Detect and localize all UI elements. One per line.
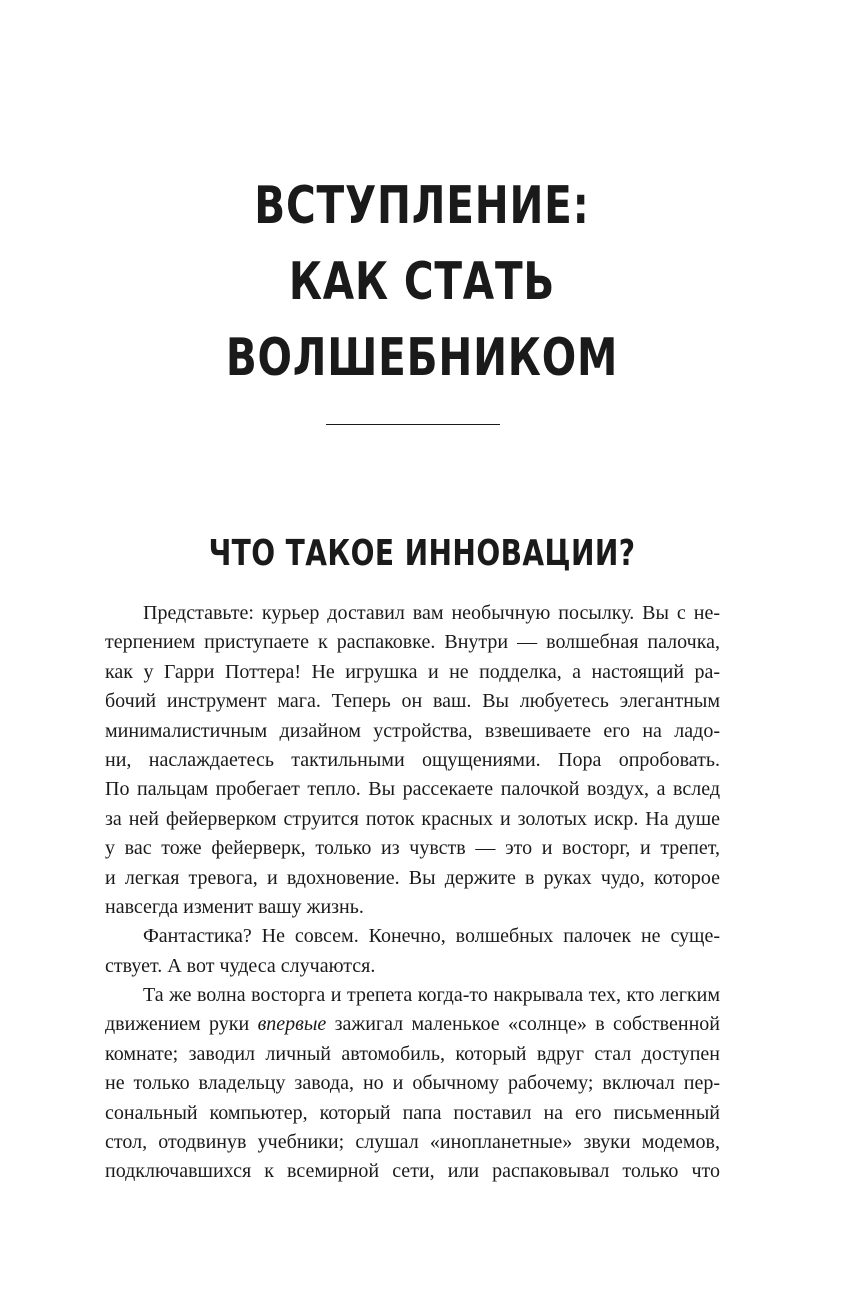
text-line: По пальцам пробегает тепло. Вы рассекаете палочкой воздух, а вслед xyxy=(105,778,720,801)
text-line: комнате; заводил личный автомобиль, который вдруг стал доступен xyxy=(105,1042,720,1065)
text-segment: зажигал маленькое «солнце» в собственной xyxy=(326,1013,720,1036)
chapter-title-line: КАК СТАТЬ xyxy=(288,252,556,312)
paragraph-1 xyxy=(105,599,720,922)
text-line: у вас тоже фейерверк, только из чувств — это и восторг, и трепет, xyxy=(105,837,720,860)
text-line: Та же волна восторга и трепета когда-то накрывала тех, кто легким xyxy=(143,984,720,1007)
body-text xyxy=(105,599,720,1187)
text-line: Представьте: курьер доставил вам необычную посылку. Вы с не- xyxy=(143,602,720,624)
text-line: стол, отодвинув учебники; слушал «инопланетные» звуки модемов, xyxy=(105,1131,720,1154)
text-line: за ней фейерверком струится поток красных и золотых искр. На душе xyxy=(105,807,720,830)
text-line: не только владельцу завода, но и обычному рабочему; включал пер- xyxy=(105,1072,720,1095)
chapter-title-line: ВСТУПЛЕНИЕ: xyxy=(254,176,590,236)
chapter-title xyxy=(93,168,751,396)
chapter-title-line: ВОЛШЕБНИКОМ xyxy=(225,328,619,388)
text-line: минималистичным дизайном устройства, взвешиваете его на ладо- xyxy=(105,719,720,742)
text-line: подключавшихся к всемирной сети, или распаковывал только что xyxy=(105,1160,720,1183)
text-line: ни, наслаждаетесь тактильными ощущениями. Пора опробовать. xyxy=(105,748,720,771)
text-line: навсегда изменит вашу жизнь. xyxy=(105,895,364,918)
text-line: и легкая тревога, и вдохновение. Вы держите в руках чудо, которое xyxy=(105,866,720,889)
emphasized-word: впервые xyxy=(257,1013,327,1036)
paragraph-2 xyxy=(105,922,720,981)
title-divider xyxy=(326,424,500,425)
section-title: ЧТО ТАКОЕ ИННОВАЦИИ? xyxy=(208,533,636,574)
text-line: бочий инструмент мага. Теперь он ваш. Вы любуетесь элегантным xyxy=(105,690,720,713)
text-line: Фантастика? Не совсем. Конечно, волшебных палочек не суще- xyxy=(143,925,720,948)
paragraph-3 xyxy=(105,981,720,1187)
text-segment: движением руки xyxy=(105,1013,258,1036)
text-line-with-emphasis xyxy=(105,1010,720,1039)
text-line: как у Гарри Поттера! Не игрушка и не подделка, а настоящий ра- xyxy=(105,660,720,683)
text-line: терпением приступаете к распаковке. Внутри — волшебная палочка, xyxy=(105,631,720,654)
text-line: ствует. А вот чудеса случаются. xyxy=(105,954,376,977)
text-line: сональный компьютер, который папа поставил на его письменный xyxy=(105,1101,720,1124)
